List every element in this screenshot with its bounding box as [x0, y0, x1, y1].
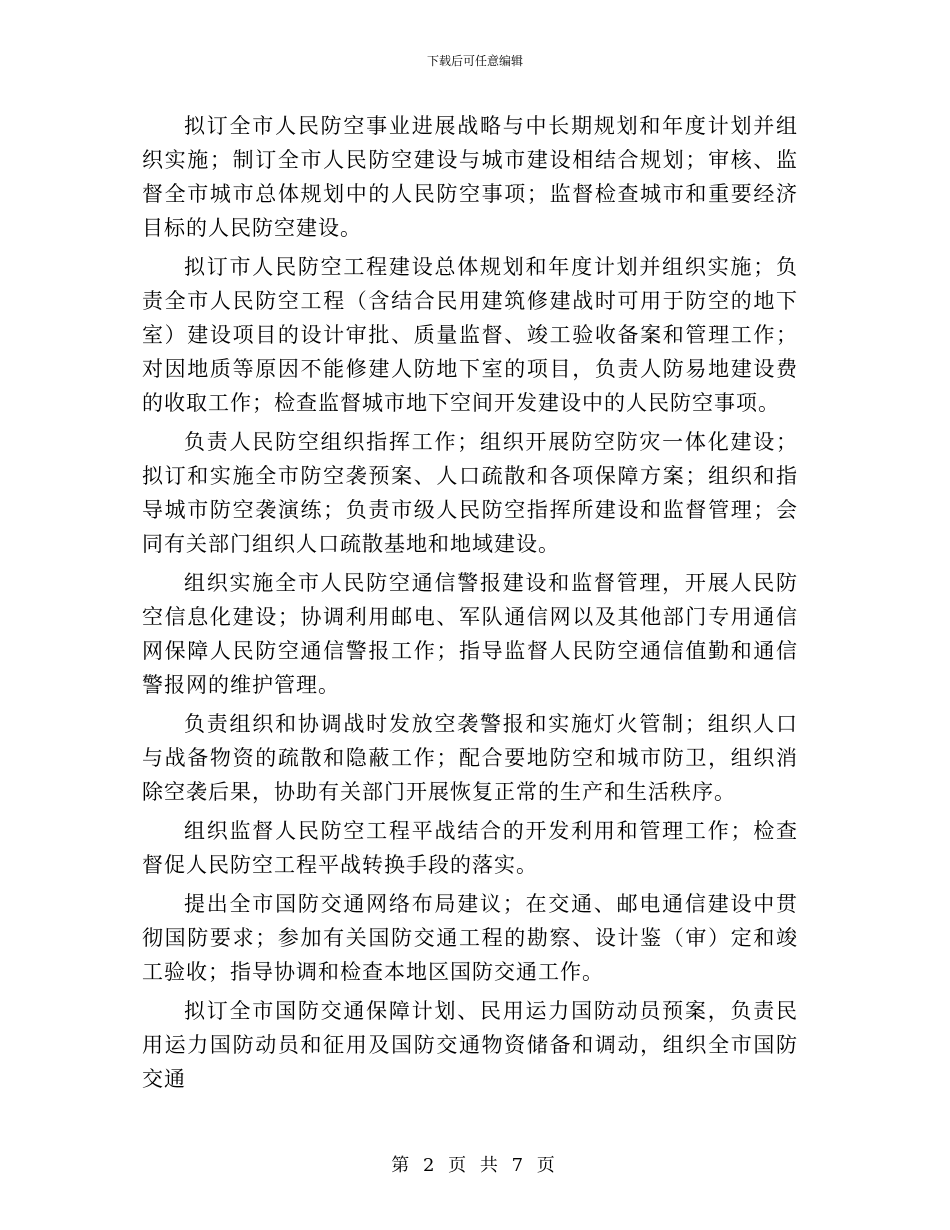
paragraph-5: 负责组织和协调战时发放空袭警报和实施灯火管制；组织人口与战备物资的疏散和隐蔽工作；配合要地防空和城市防卫，组织消除空袭后果，协助有关部门开展恢复正常的生产和生活秩序。: [142, 712, 798, 804]
paragraph-8: 拟订全市国防交通保障计划、民用运力国防动员预案，负责民用运力国防动员和征用及国防交通物资储备和调动，组织全市国防交通: [142, 999, 798, 1091]
page-number: 第 2 页 共 7 页: [391, 1155, 559, 1176]
paragraph-7: 提出全市国防交通网络布局建议；在交通、邮电通信建设中贯彻国防要求；参加有关国防交通工程的勘察、设计鉴（审）定和竣工验收；指导协调和检查本地区国防交通工作。: [142, 892, 798, 984]
paragraph-3: 负责人民防空组织指挥工作；组织开展防空防灾一体化建设；拟订和实施全市防空袭预案、人口疏散和各项保障方案；组织和指导城市防空袭演练；负责市级人民防空指挥所建设和监督管理；会同有关部门组织人口疏散基地和地域建设。: [142, 430, 798, 556]
paragraph-4: 组织实施全市人民防空通信警报建设和监督管理，开展人民防空信息化建设；协调利用邮电、军队通信网以及其他部门专用通信网保障人民防空通信警报工作；指导监督人民防空通信值勤和通信警报网的维护管理。: [142, 571, 798, 697]
paragraph-6: 组织监督人民防空工程平战结合的开发利用和管理工作；检查督促人民防空工程平战转换手段的落实。: [142, 819, 798, 877]
document-body: [142, 109, 798, 1101]
page-header: 下载后可任意编辑: [426, 54, 523, 68]
paragraph-2: 拟订市人民防空工程建设总体规划和年度计划并组织实施；负责全市人民防空工程（含结合民用建筑修建战时可用于防空的地下室）建设项目的设计审批、质量监督、竣工验收备案和管理工作；对因地质等原因不能修建人防地下室的项目，负责人防易地建设费的收取工作；检查监督城市地下空间开发建设中的人民防空事项。: [142, 255, 798, 415]
paragraph-1: 拟订全市人民防空事业进展战略与中长期规划和年度计划并组织实施；制订全市人民防空建设与城市建设相结合规划；审核、监督全市城市总体规划中的人民防空事项；监督检查城市和重要经济目标的人民防空建设。: [142, 114, 798, 240]
